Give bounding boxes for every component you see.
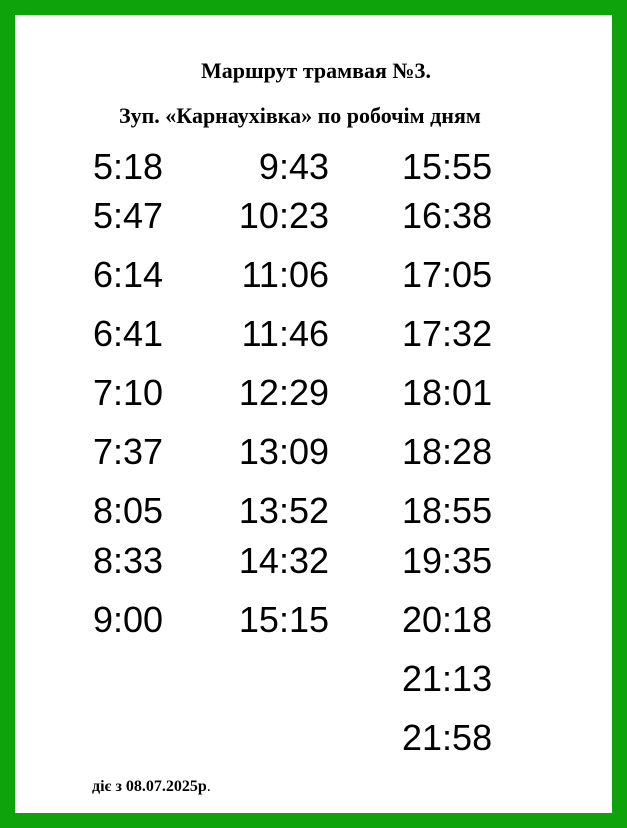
departure-time: 8:33 <box>93 540 164 581</box>
departure-time: 11:46 <box>241 313 329 354</box>
departure-time: 6:14 <box>93 254 164 295</box>
departure-time: 17:32 <box>402 313 493 354</box>
valid-from-date: діє з 08.07.2025р <box>92 778 207 795</box>
departure-time: 7:10 <box>93 372 164 413</box>
departure-time: 18:28 <box>402 431 493 472</box>
departure-time: 8:05 <box>93 490 164 531</box>
departure-time: 17:05 <box>402 254 493 295</box>
departure-time: 19:35 <box>402 540 493 581</box>
departure-time: 11:06 <box>241 254 329 295</box>
departure-time: 7:37 <box>93 431 164 472</box>
valid-from-period: . <box>206 778 211 795</box>
departure-time: 16:38 <box>402 195 493 236</box>
departure-time: 15:55 <box>402 146 493 187</box>
valid-from-note <box>92 777 211 797</box>
departure-time: 18:55 <box>402 490 493 531</box>
departure-time: 15:15 <box>238 599 329 640</box>
departure-time: 10:23 <box>238 195 329 236</box>
departure-time: 20:18 <box>402 599 493 640</box>
departure-time: 18:01 <box>402 372 493 413</box>
departure-time: 5:47 <box>93 195 164 236</box>
departure-time: 12:29 <box>238 372 329 413</box>
departure-time: 21:13 <box>402 658 493 699</box>
departure-time: 6:41 <box>93 313 164 354</box>
departure-time: 14:32 <box>238 540 329 581</box>
departure-time: 9:43 <box>258 146 329 187</box>
stop-subtitle: Зуп. «Карнаухівка» по робочім дням <box>119 103 481 128</box>
departure-time: 21:58 <box>402 717 493 758</box>
page-title: Маршрут трамвая №3. <box>201 58 432 83</box>
departure-time: 9:00 <box>93 599 164 640</box>
departure-time: 13:52 <box>238 490 329 531</box>
departure-time: 5:18 <box>93 146 164 187</box>
departure-time: 13:09 <box>238 431 329 472</box>
